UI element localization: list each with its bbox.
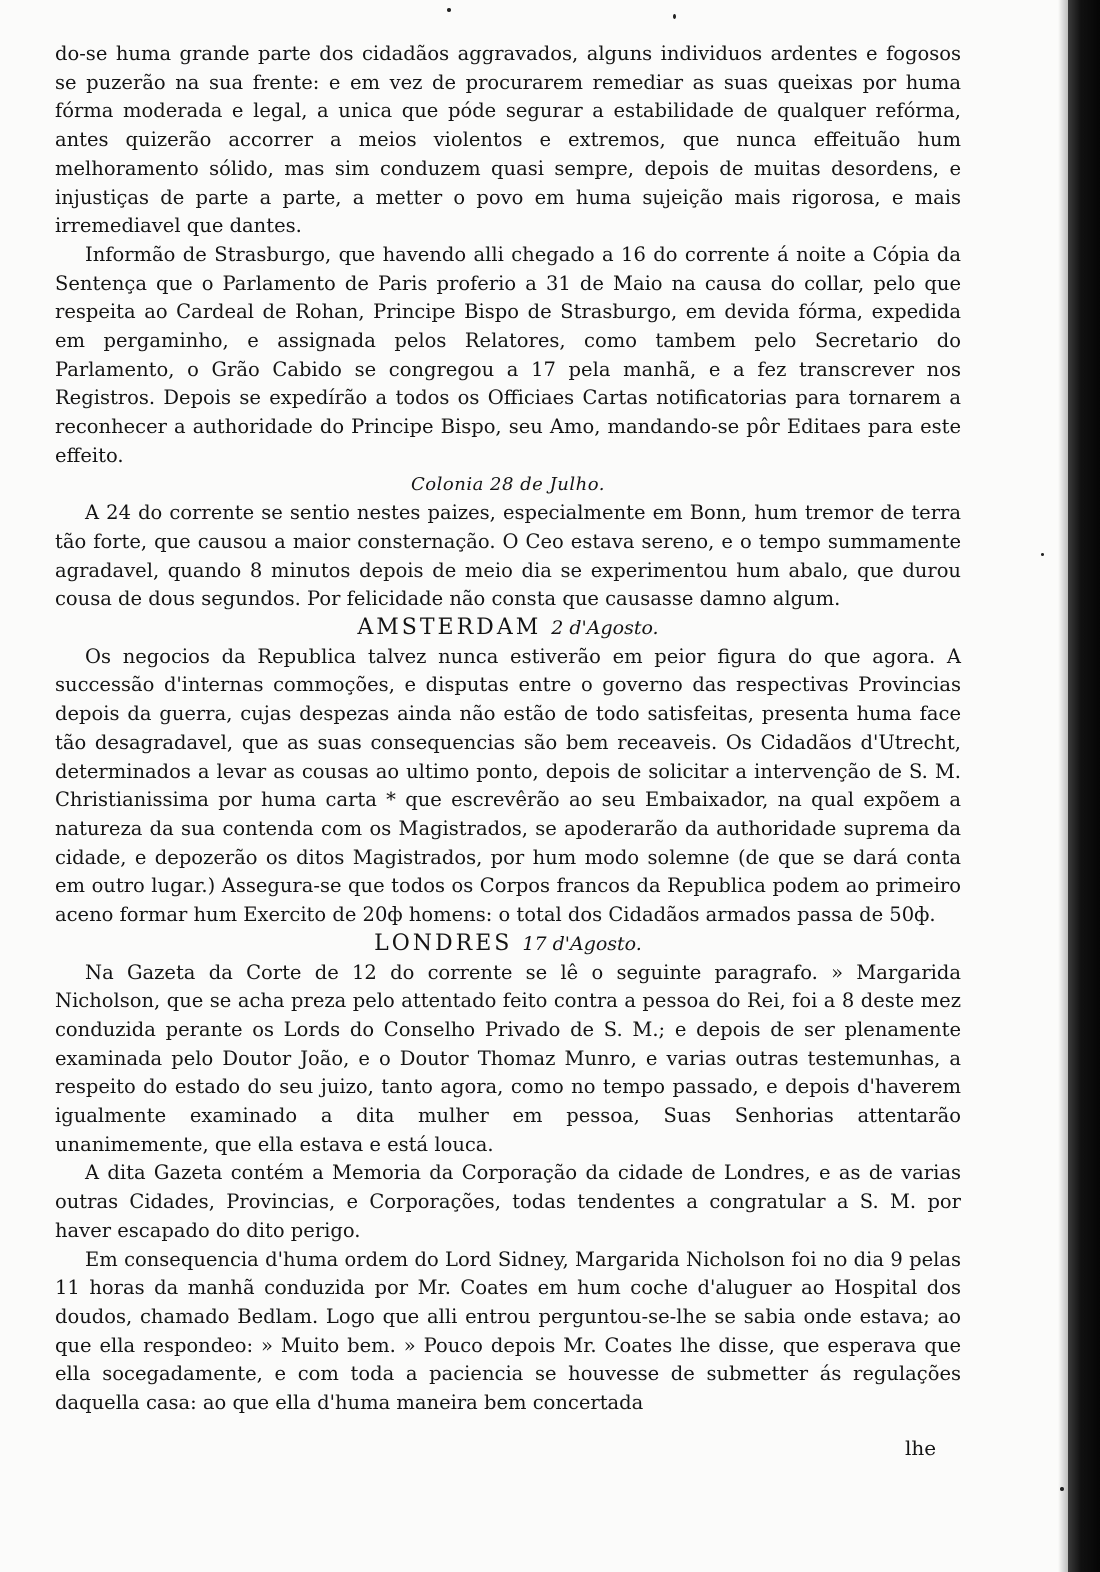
- heading-londres-date: 17 d'Agosto.: [522, 932, 642, 955]
- paragraph-londres-bedlam: Em consequencia d'huma ordem do Lord Sidney, Margarida Nicholson foi no dia 9 pelas 11 horas da manhã conduzida por Mr. Coates em hum coche d'aluguer ao Hospital dos doudos, chamado Bedlam. Logo que alli entrou perguntou-se-lhe se sabia onde estava; ao que ella respondeo: » Muito bem. » Pouco depois Mr. Coates lhe disse, que esperava que ella socegadamente, e com toda a paciencia se houvesse de submetter ás regulações daquella casa: ao que ella d'huma maneira bem concertada: [55, 1247, 961, 1415]
- page-dark-edge: [1068, 0, 1100, 1572]
- heading-colonia: Colonia 28 de Julho.: [411, 473, 605, 495]
- ink-speck: [447, 8, 451, 12]
- heading-amsterdam-date: 2 d'Agosto.: [551, 617, 659, 640]
- article-body: [55, 40, 961, 1418]
- ink-speck: [1060, 1487, 1064, 1491]
- paragraph-amsterdam: Os negocios da Republica talvez nunca estiverão em peior figura do que agora. A successão d'internas commoções, e disputas entre o governo das respectivas Provincias depois da guerra, cujas despezas ainda não estão de todo satisfeitas, presenta huma face tão desagradavel, que as suas consequencias são bem receaveis. Os Cidadãos d'Utrecht, determinados a levar as cousas ao ultimo ponto, depois de solicitar a intervenção de S. M. Christianissima por huma carta * que escrevêrão ao seu Embaixador, na qual expõem a natureza da sua contenda com os Magistrados, se apoderarão da authoridade suprema da cidade, e depozerão os ditos Magistrados, por hum modo solemne (de que se dará conta em outro lugar.) Assegura-se que todos os Corpos francos da Republica podem ao primeiro aceno formar hum Exercito de 20ф homens: o total dos Cidadãos armados passa de 50ф.: [55, 644, 961, 927]
- heading-londres: [55, 930, 961, 959]
- paragraph-londres-memoria: A dita Gazeta contém a Memoria da Corporação da cidade de Londres, e as de varias outras Cidades, Provincias, e Corporações, todas tendentes a congratular a S. M. por haver escapado do dito perigo.: [55, 1161, 961, 1242]
- paragraph-londres-gazeta: Na Gazeta da Corte de 12 do corrente se lê o seguinte paragrafo. » Margarida Nicholson, que se acha preza pelo attentado feito contra a pessoa do Rei, foi a 8 deste mez conduzida perante os Lords do Conselho Privado de S. M.; e depois de ser plenamente examinada pelo Doutor João, e o Doutor Thomaz Munro, e varias outras testemunhas, a respeito do estado do seu juizo, tanto agora, como no tempo passado, e depois d'haverem igualmente examinado a dita mulher em pessoa, Suas Senhorias attentarão unanimemente, que ella estava e está louca.: [55, 960, 961, 1156]
- catchword: lhe: [905, 1436, 937, 1460]
- paragraph-continuation: do-se huma grande parte dos cidadãos aggravados, alguns individuos ardentes e fogosos se puzerão na sua frente: e em vez de procurarem remediar as suas queixas por huma fórma moderada e legal, a unica que póde segurar a estabilidade de qualquer refórma, antes quizerão accorrer a meios violentos e extremos, que nunca effeituão hum melhoramento sólido, mas sim conduzem quasi sempre, depois de muitas desordens, e injustiças de parte a parte, a metter o povo em huma sujeição mais rigorosa, e mais irremediavel que dantes.: [55, 42, 961, 238]
- heading-amsterdam: [55, 614, 961, 643]
- paragraph-strasburgo: Informão de Strasburgo, que havendo alli chegado a 16 do corrente á noite a Cópia da Sentença que o Parlamento de Paris proferio a 31 de Maio na causa do collar, pelo que respeita ao Cardeal de Rohan, Principe Bispo de Strasburgo, em devida fórma, expedida em pergaminho, e assignada pelos Relatores, como tambem pelo Secretario do Parlamento, o Grão Cabido se congregou a 17 pela manhã, e a fez transcrever nos Registros. Depois se expedírão a todos os Officiaes Cartas notificatorias para tornarem a reconhecer a authoridade do Principe Bispo, seu Amo, mandando-se pôr Editaes para este effeito.: [55, 242, 961, 467]
- paragraph-colonia: A 24 do corrente se sentio nestes paizes, especialmente em Bonn, hum tremor de terra tão forte, que causou a maior consternação. O Ceo estava sereno, e o tempo summamente agradavel, quando 8 minutos depois de meio dia se experimentou hum abalo, que durou cousa de dous segundos. Por felicidade não consta que causasse damno algum.: [55, 501, 961, 611]
- heading-londres-city: LONDRES: [374, 930, 513, 956]
- page-edge-shadow: [1058, 0, 1068, 1572]
- ink-speck: [1041, 553, 1044, 556]
- ink-speck: [673, 14, 676, 19]
- heading-amsterdam-city: AMSTERDAM: [357, 615, 542, 641]
